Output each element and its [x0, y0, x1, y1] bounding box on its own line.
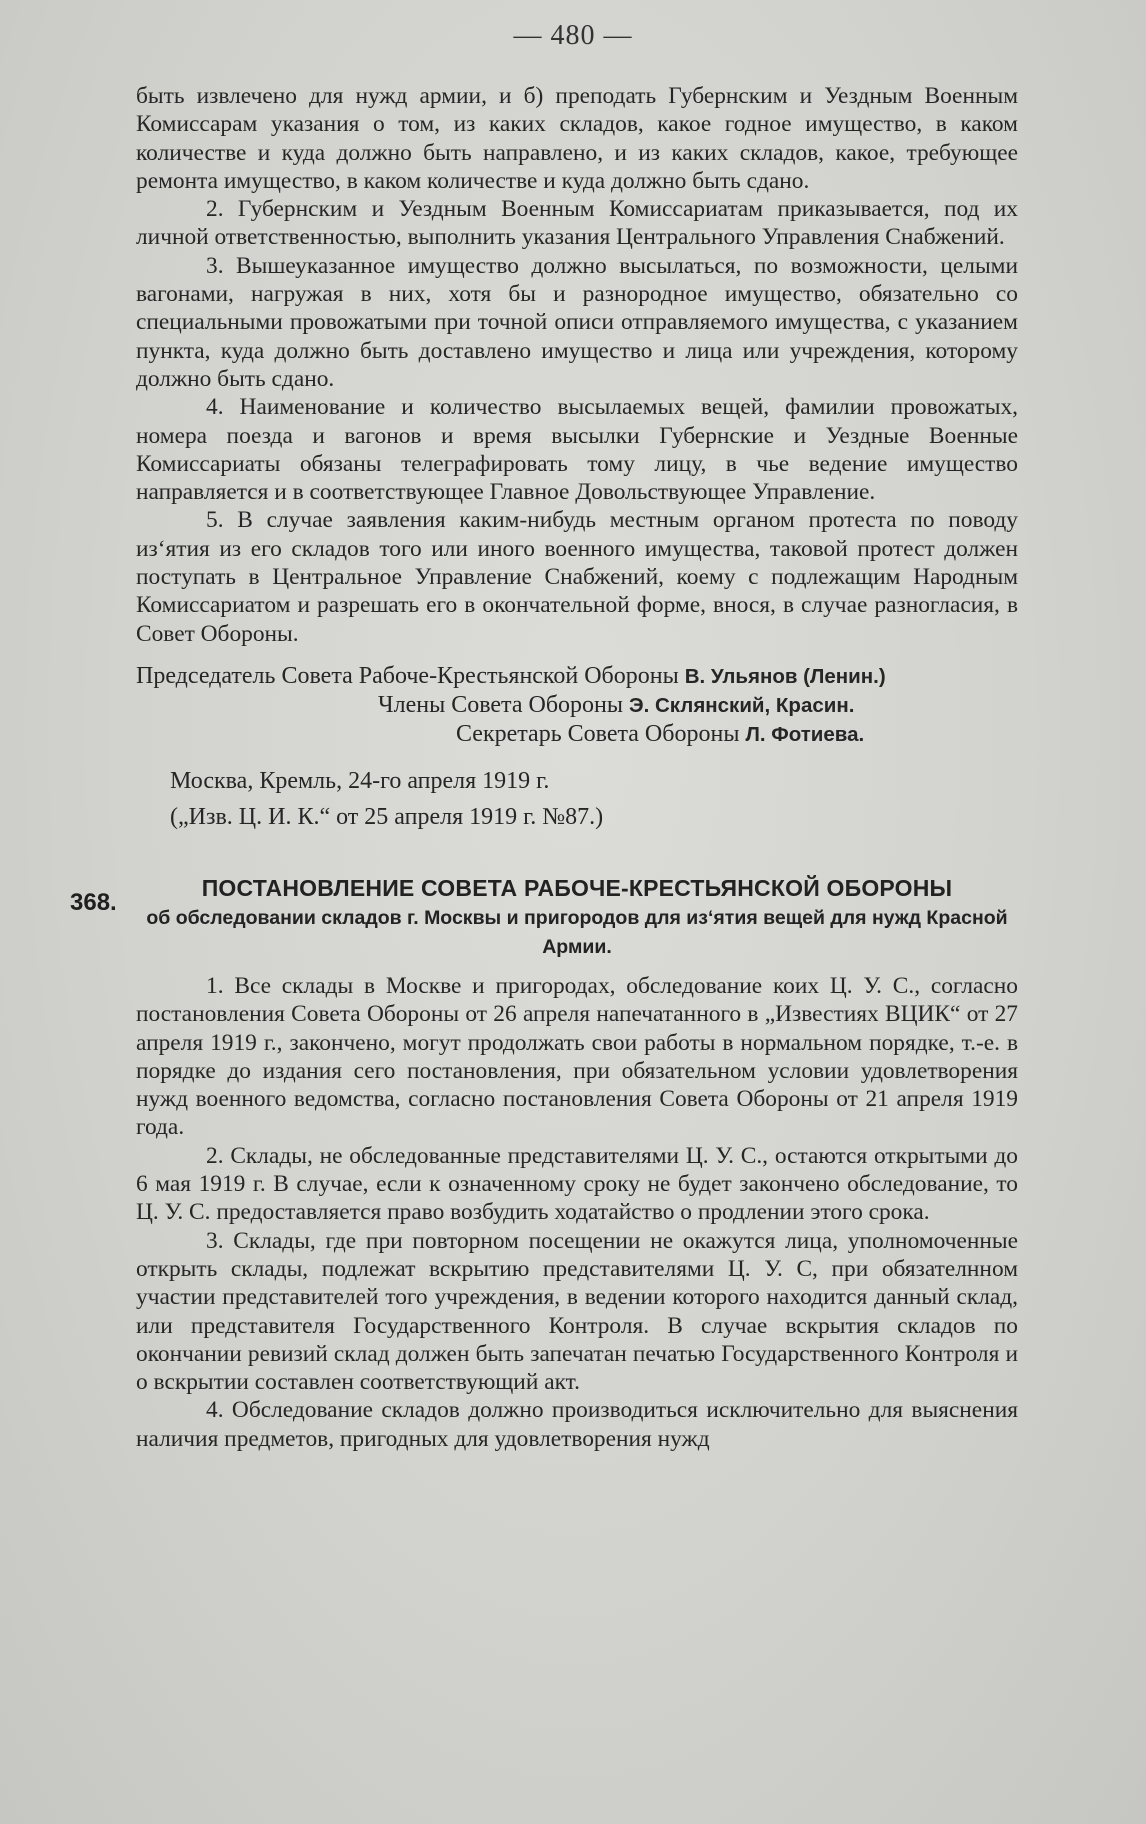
signature-chairman [136, 662, 1018, 691]
signature-role: Председатель Совета Рабоче-Крестьянской Обороны [136, 662, 679, 689]
decree-paragraph-4: 4. Обследование складов должно производиться исключительно для выяснения наличия предметов, пригодных для удовлетворения нужд [136, 1397, 1018, 1452]
decree-paragraph-2: 2. Склады, не обследованные представителями Ц. У. С., остаются открытыми до 6 мая 1919 г. В случае, если к означенному сроку не будет закончено обследование, то Ц. У. С. предоставляется право возбудить ходатайство о продлении этого срока. [136, 1142, 1018, 1226]
signature-name: В. Ульянов (Ленин.) [684, 664, 886, 688]
page-number: — 480 — [513, 20, 633, 51]
signature-role: Секретарь Совета Обороны [456, 720, 740, 747]
place-and-source [136, 763, 1018, 835]
signature-role: Члены Совета Обороны [378, 691, 623, 718]
decree-number: 368. [70, 888, 117, 916]
signature-members [136, 691, 1018, 720]
signature-name: Э. Склянский, Красин. [629, 693, 855, 717]
source-citation: („Изв. Ц. И. К.“ от 25 апреля 1919 г. №87.) [170, 803, 604, 830]
paragraph-3: 3. Вышеуказанное имущество должно высылаться, по возможности, целыми вагонами, нагружая в них, хотя бы и разнородное имущество, обязательно со специальными провожатыми при точной описи отправляемого имущества, с указанием пункта, куда должно быть доставлено имущество и лица или учреждения, которому должно быть сдано. [136, 252, 1018, 392]
decree-subtitle: об обследовании складов г. Москвы и пригородов для из‘ятия вещей для нужд Красной Армии. [146, 906, 1008, 958]
signature-secretary [136, 720, 1018, 749]
decree-paragraph-1: 1. Все склады в Москве и пригородах, обследование коих Ц. У. С., согласно постановления Совета Обороны от 26 апреля напечатанного в „Известиях ВЦИК“ от 27 апреля 1919 г., закончено, могут продолжать свои работы в нормальном порядке, т.-е. в порядке до издания сего постановления, при обязательном условии удовлетворения нужд военного ведомства, согласно постановления Совета Обороны от 21 апреля 1919 года. [136, 972, 1018, 1141]
paragraph-5: 5. В случае заявления каким-нибудь местным органом протеста по поводу из‘ятия из его складов того или иного военного имущества, таковой протест должен поступать в Центральное Управление Снабжений, коему с подлежащим Народным Комиссариатом и разрешать его в окончательной форме, внося, в случае разногласия, в Совет Обороны. [136, 507, 1018, 647]
decree-368 [70, 873, 1018, 1453]
signature-block [136, 662, 1018, 749]
signature-name: Л. Фотиева. [745, 722, 865, 746]
place-date: Москва, Кремль, 24-го апреля 1919 г. [170, 767, 550, 794]
page-content [70, 82, 1018, 1453]
decree-paragraph-3: 3. Склады, где при повторном посещении не окажутся лица, уполномоченные открыть склады, подлежат вскрытию представителями Ц. У. С, при обязателнном участии представителей того учреждения, в ведении которого находится данный склад, или представителя Государственного Контроля. В случае вскрытия складов по окончании ревизий склад должен быть запечатан печатью Государственного Контроля и о вскрытии составлен соответствующий акт. [136, 1227, 1018, 1396]
paragraph-2: 2. Губернским и Уездным Военным Комиссариатам приказывается, под их личной ответственностью, выполнить указания Центрального Управления Снабжений. [136, 196, 1018, 251]
paragraph-continuation: быть извлечено для нужд армии, и б) преподать Губернским и Уездным Военным Комиссарам указания о том, из каких складов, какое годное имущество, в каком количестве и куда должно быть направлено, и из каких складов, какое, требующее ремонта имущество, в каком количестве и куда должно быть сдано. [136, 83, 1018, 194]
decree-title: ПОСТАНОВЛЕНИЕ СОВЕТА РАБОЧЕ-КРЕСТЬЯНСКОЙ ОБОРОНЫ [201, 874, 953, 901]
paragraph-4: 4. Наименование и количество высылаемых вещей, фамилии провожатых, номера поезда и вагонов и время высылки Губернские и Уездные Военные Комиссариаты обязаны телеграфировать тому лицу, в чье ведение имущество направляется и в соответствующее Главное Довольствующее Управление. [136, 394, 1018, 506]
